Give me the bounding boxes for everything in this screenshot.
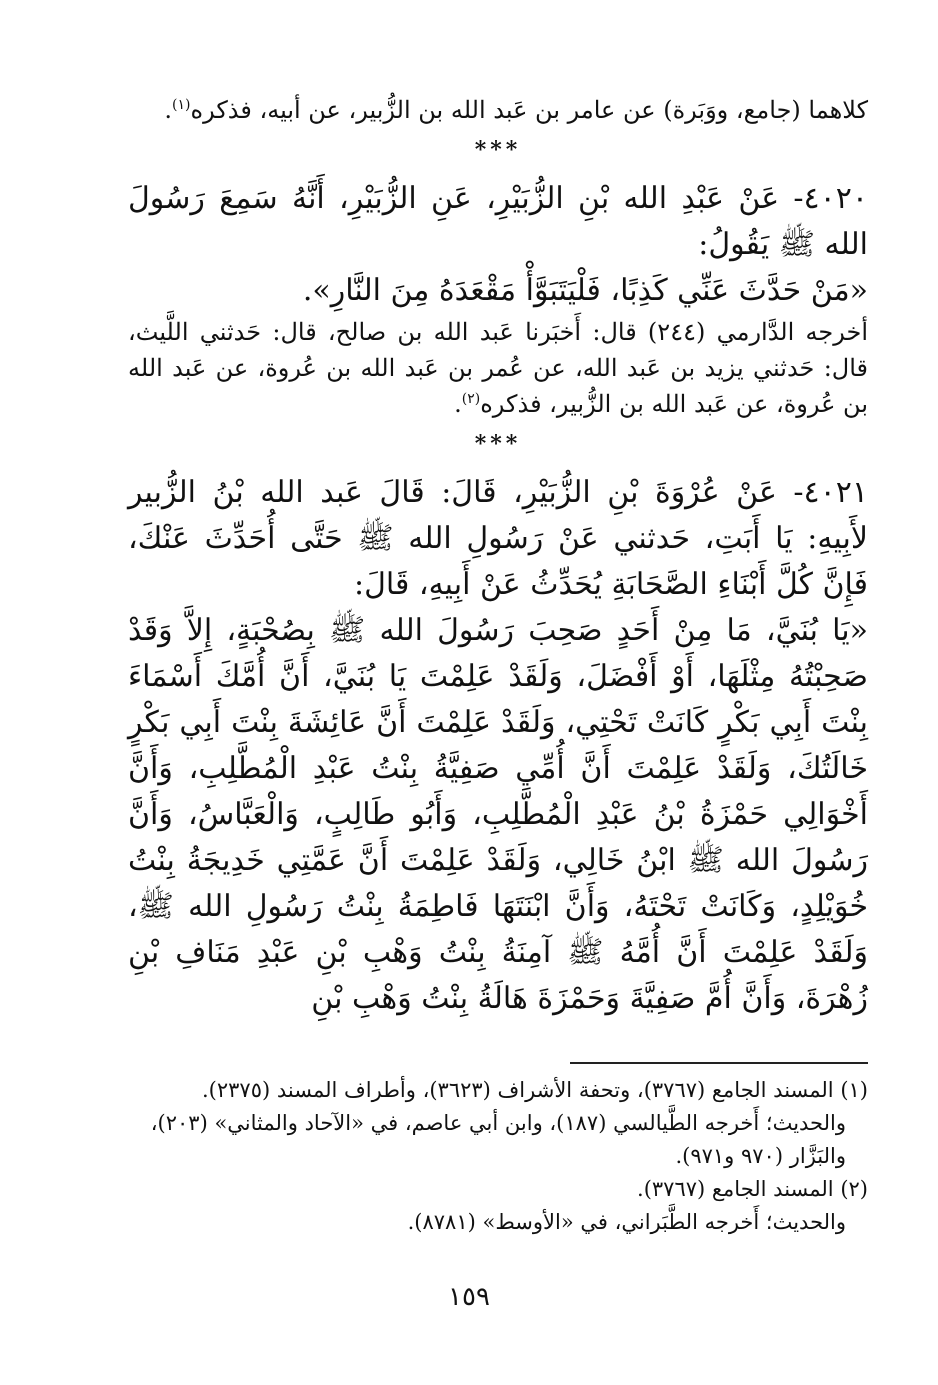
separator-stars-2: *** xyxy=(474,431,522,457)
hadith-4020-takhrij xyxy=(128,314,868,422)
takhrij-end: . xyxy=(454,390,462,418)
hadith-4021-text: ٤٠٢١- عَنْ عُرْوَةَ بْنِ الزُّبَيْرِ، قَالَ: قَالَ عَبد الله بْنُ الزُّبير لأَبِيهِ: يَا أَبَتِ، حَدثني عَنْ رَسُولِ الله ﷺ حَتَّى أُحَدِّثَ عَنْكَ، فَإِنَّ كُلَّ أَبْنَاءِ الصَّحَابَةِ يُحَدِّثُ عَنْ أَبِيهِ، قَالَ: xyxy=(128,475,868,602)
separator-stars-1: *** xyxy=(474,137,522,163)
footnotes xyxy=(128,1074,868,1239)
footnote-1-continuation: والحديث؛ أَخرجه الطَّيالسي (١٨٧)، وابن أبي عاصم، في «الآحاد والمثاني» (٢٠٣)، والبَزَّار (٩٧٠ و٩٧١). xyxy=(150,1111,846,1168)
intro-paragraph xyxy=(128,92,868,128)
footnote-1: (١) المسند الجامع (٣٧٦٧)، وتحفة الأشراف (٣٦٢٣)، وأطراف المسند (٢٣٧٥). xyxy=(202,1078,868,1102)
footnote-divider xyxy=(570,1062,868,1064)
takhrij-text: أخرجه الدَّارمي (٢٤٤) قال: أَخبَرنا عَبد الله بن صالح، قال: حَدثني اللَّيث، قال: حَدثني يزيد بن عَبد الله، عن عُمر بن عَبد الله بن عُروة، عن عَبد الله بن عُروة، عن عَبد الله بن الزُّبير، فذكره xyxy=(128,318,868,418)
intro-end: . xyxy=(164,96,173,124)
intro-text: كلاهما (جامع، ووَبَرة) عن عامر بن عَبد الله بن الزُّبير، عن أبيه، فذكره xyxy=(190,96,868,124)
footnote-2: (٢) المسند الجامع (٣٧٦٧). xyxy=(637,1177,868,1201)
page-body xyxy=(128,92,868,1022)
footnote-2-continuation: والحديث؛ أَخرجه الطَّبَراني، في «الأوسط» (٨٧٨١). xyxy=(407,1210,846,1234)
hadith-4020-text: ٤٠٢٠- عَنْ عَبْدِ الله بْنِ الزُّبَيْرِ، عَنِ الزُّبَيْرِ، أَنَّهُ سَمِعَ رَسُولَ الله ﷺ يَقُولُ: xyxy=(128,181,868,262)
footnote-ref-2: (٢) xyxy=(461,391,481,407)
footnote-ref-1: (١) xyxy=(172,97,191,113)
hadith-4021-quote: «يَا بُنَيَّ، مَا مِنْ أَحَدٍ صَحِبَ رَسُولَ الله ﷺ بِصُحْبَةٍ، إِلاَّ وَقَدْ صَحِبْتُهُ مِثْلَهَا، أَوْ أَفْضَلَ، وَلَقَدْ عَلِمْتَ يَا بُنَيَّ، أَنَّ أُمَّكَ أَسْمَاءَ بِنْتَ أَبِي بَكْرٍ كَانَتْ تَحْتِي، وَلَقَدْ عَلِمْتَ أَنَّ عَائِشَةَ بِنْتَ أَبِي بَكْرٍ خَالَتُكَ، وَلَقَدْ عَلِمْتَ أَنَّ أُمِّي صَفِيَّةُ بِنْتُ عَبْدِ الْمُطَّلِبِ، وَأَنَّ أَخْوَالِي حَمْزَةُ بْنُ عَبْدِ الْمُطَّلِبِ، وَأَبُو طَالِبٍ، وَالْعَبَّاسُ، وَأَنَّ رَسُولَ الله ﷺ ابْنُ خَالِي، وَلَقَدْ عَلِمْتَ أَنَّ عَمَّتِي خَدِيجَةُ بِنْتُ خُوَيْلِدٍ، وَكَانَتْ تَحْتَهُ، وَأَنَّ ابْنَتَهَا فَاطِمَةُ بِنْتُ رَسُولِ الله ﷺ، وَلَقَدْ عَلِمْتَ أَنَّ أُمَّهُ ﷺ آمِنَةُ بِنْتُ وَهْبِ بْنِ عَبْدِ مَنَافِ بْنِ زُهْرَةَ، وَأَنَّ أُمَّ صَفِيَّةَ وَحَمْزَةَ هَالَةُ بِنْتُ وَهْبِ بْنِ xyxy=(128,613,868,1016)
page-number: ١٥٩ xyxy=(448,1282,490,1312)
hadith-4020-quote: «مَنْ حَدَّثَ عَنِّي كَذِبًا، فَلْيَتَبَوَّأْ مَقْعَدَهُ مِنَ النَّارِ». xyxy=(302,273,868,308)
